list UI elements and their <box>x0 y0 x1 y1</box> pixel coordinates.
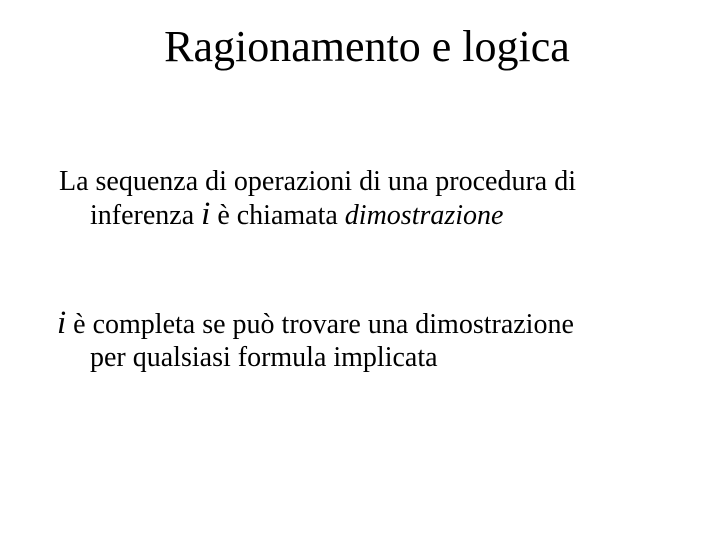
text-segment: è chiamata <box>210 200 345 231</box>
emphasized-term: dimostrazione <box>344 200 504 231</box>
paragraph-line: La sequenza di operazioni di una procedura di <box>59 166 577 197</box>
paragraph-completeness <box>59 307 699 374</box>
text-segment: è completa se può trovare una dimostrazione <box>66 309 574 340</box>
paragraph-line: per qualsiasi formula implicata <box>90 342 438 373</box>
paragraph-line <box>59 198 699 232</box>
text-segment: inferenza <box>90 200 202 231</box>
inference-symbol: i <box>201 196 211 232</box>
paragraph-line <box>59 307 699 341</box>
inference-symbol: i <box>57 305 67 341</box>
paragraph-proof-definition <box>59 165 699 232</box>
slide-title: Ragionamento e logica <box>164 22 570 71</box>
